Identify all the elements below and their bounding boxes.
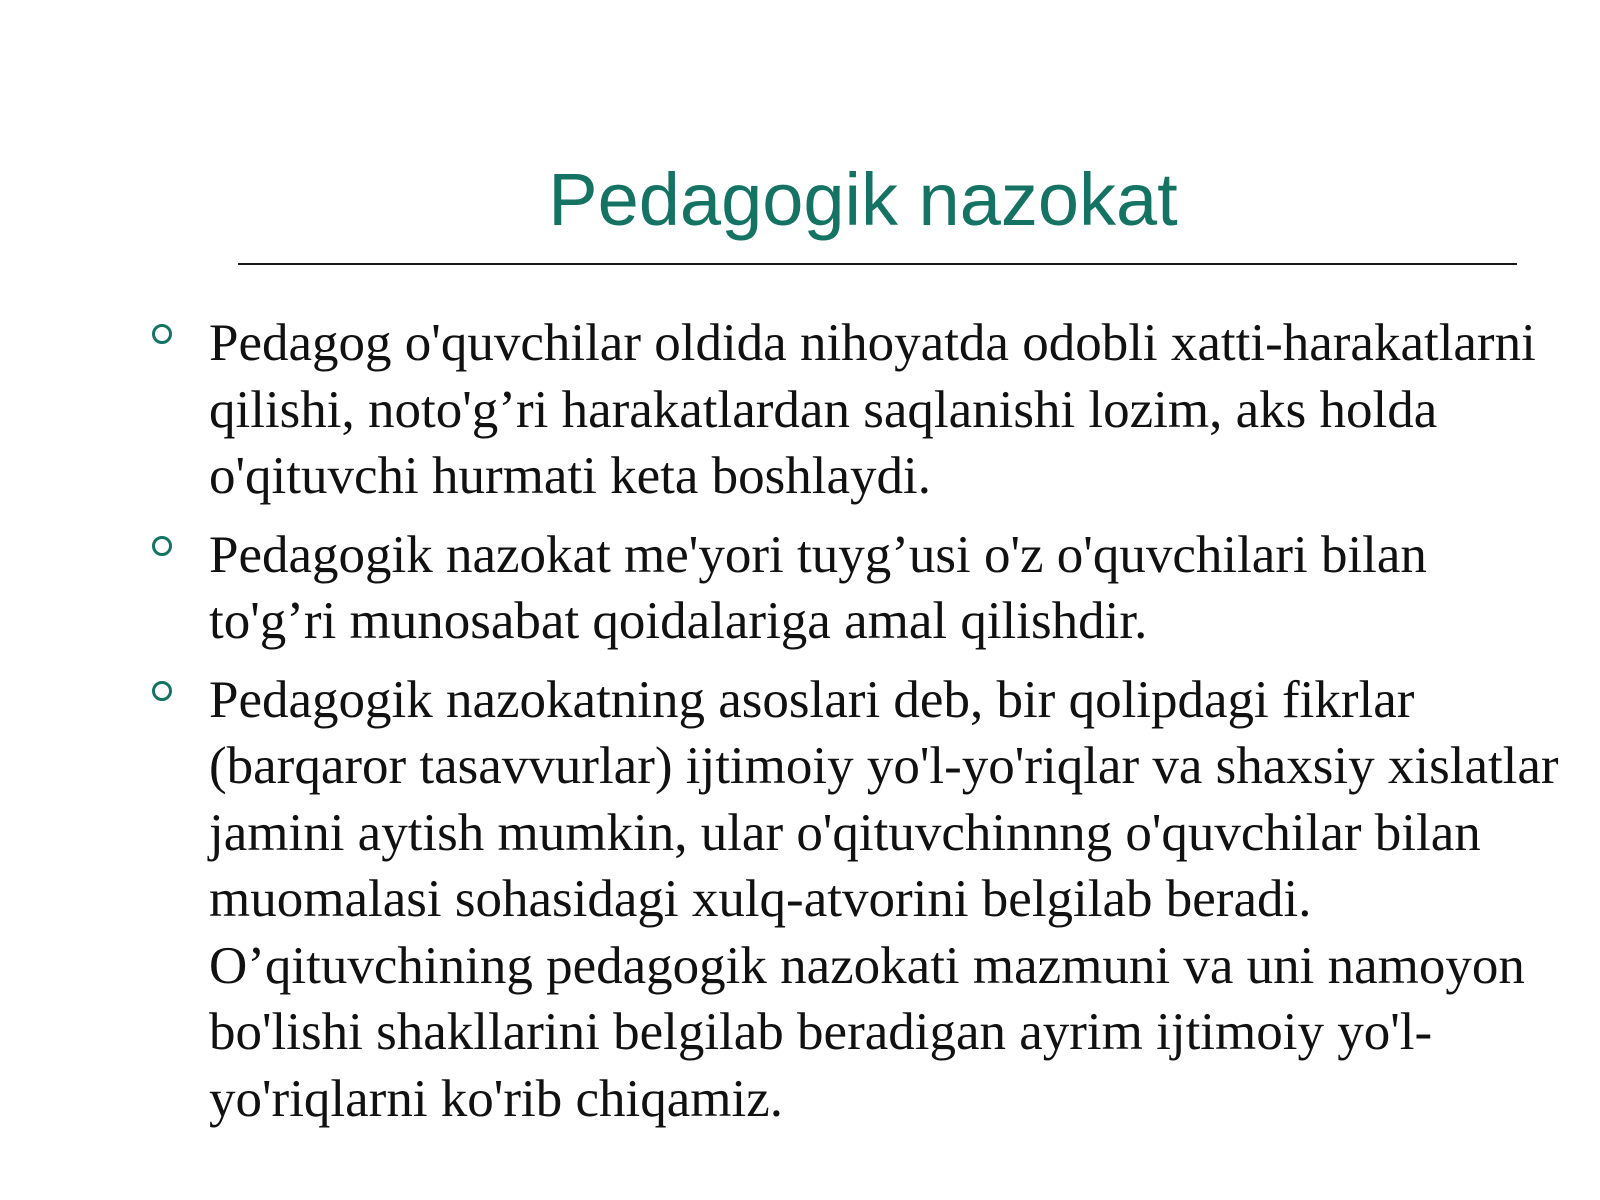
bullet-text: Pedagog o'quvchilar oldida nihoyatda odobli xatti-harakatlarni qilishi, noto'g’ri harakatlardan saqlanishi lozim, aks holda o'qituvchi hurmati keta boshlaydi. [209,314,1536,505]
slide-title: Pedagogik nazokat [548,158,1178,241]
title-divider [238,263,1517,265]
hollow-circle-bullet-icon [152,681,172,701]
bullet-text: Pedagogik nazokatning asoslari deb, bir qolipdagi fikrlar (barqaror tasavvurlar) ijtimoiy yo'l-yo'riqlar va shaxsiy xislatlar jamini aytish mumkin, ular o'qituvchinnng o'quvchilar bilan muomalasi sohasidagi xulq-atvorini belgilab beradi. O’qituvchining pedagogik nazokati mazmuni va uni namoyon bo'lishi shakllarini belgilab beradigan ayrim ijtimoiy yo'l-yo'riqlarni ko'rib chiqamiz. [209,670,1559,1128]
bullet-text: Pedagogik nazokat me'yori tuyg’usi o'z o'quvchilari bilan to'g’ri munosabat qoidalariga amal qilishdir. [209,525,1427,650]
bullet-list [0,310,1600,1144]
bullet-item [0,310,1600,510]
bullet-item [0,522,1600,655]
hollow-circle-bullet-icon [152,324,172,344]
bullet-item [0,667,1600,1133]
hollow-circle-bullet-icon [152,536,172,556]
